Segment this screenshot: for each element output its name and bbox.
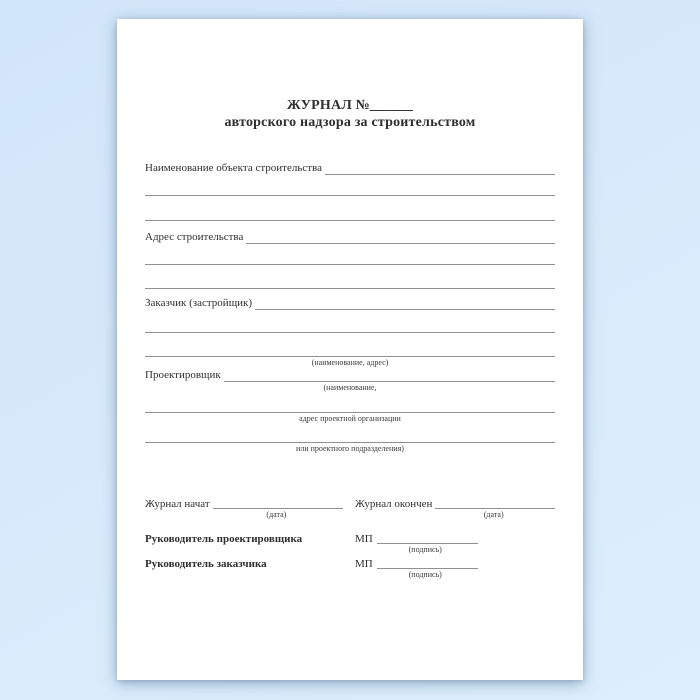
blank-line (145, 244, 555, 265)
blank-line (224, 381, 555, 382)
blank-line (325, 174, 555, 175)
designer-head-row (145, 530, 555, 555)
blank-line (145, 424, 555, 443)
customer-field (145, 289, 555, 310)
designer-field (145, 368, 555, 382)
customer-stamp-field (355, 555, 555, 580)
designer-caption-1: (наименование, (323, 383, 377, 392)
address-label: Адрес строительства (145, 231, 244, 243)
blank-line (145, 393, 555, 413)
designer-label: Проектировщик (145, 369, 221, 381)
customer-head-label: Руководитель заказчика (145, 558, 267, 570)
blank-line (145, 310, 555, 333)
object-name-field (145, 153, 555, 175)
journal-dates-row (145, 495, 555, 520)
journal-subtitle: авторского надзора за строительством (224, 115, 476, 130)
date-caption: (дата) (483, 510, 504, 519)
date-caption: (дата) (266, 510, 287, 519)
address-field (145, 221, 555, 244)
designer-caption-2: адрес проектной организации (299, 414, 401, 423)
signature-caption: (подпись) (408, 545, 442, 554)
blank-line (377, 530, 478, 544)
blank-line (213, 495, 343, 509)
blank-line (145, 265, 555, 289)
designer-head-label: Руководитель проектировщика (145, 533, 303, 545)
blank-line (377, 555, 478, 569)
stamp-label: МП (355, 558, 373, 570)
blank-line (246, 243, 555, 244)
form-content (145, 19, 555, 680)
blank-line (255, 309, 555, 310)
customer-caption: (наименование, адрес) (311, 358, 389, 367)
blank-line (145, 196, 555, 221)
customer-label: Заказчик (застройщик) (145, 297, 253, 309)
designer-stamp-field (355, 530, 555, 555)
blank-line (145, 333, 555, 357)
journal-finished-label: Журнал окончен (355, 498, 433, 510)
stamp-label: МП (355, 533, 373, 545)
blank-line (145, 175, 555, 196)
journal-number-title: ЖУРНАЛ №______ (286, 98, 414, 113)
journal-started-field (145, 495, 355, 520)
document-page (117, 19, 583, 680)
journal-finished-field (355, 495, 555, 520)
object-name-label: Наименование объекта строительства (145, 162, 322, 174)
page-title (145, 19, 555, 131)
blank-line (435, 495, 555, 509)
journal-started-label: Журнал начат (145, 498, 210, 510)
designer-caption-3: или проектного подразделения) (296, 444, 404, 453)
signature-caption: (подпись) (408, 570, 442, 579)
customer-head-row (145, 555, 555, 580)
